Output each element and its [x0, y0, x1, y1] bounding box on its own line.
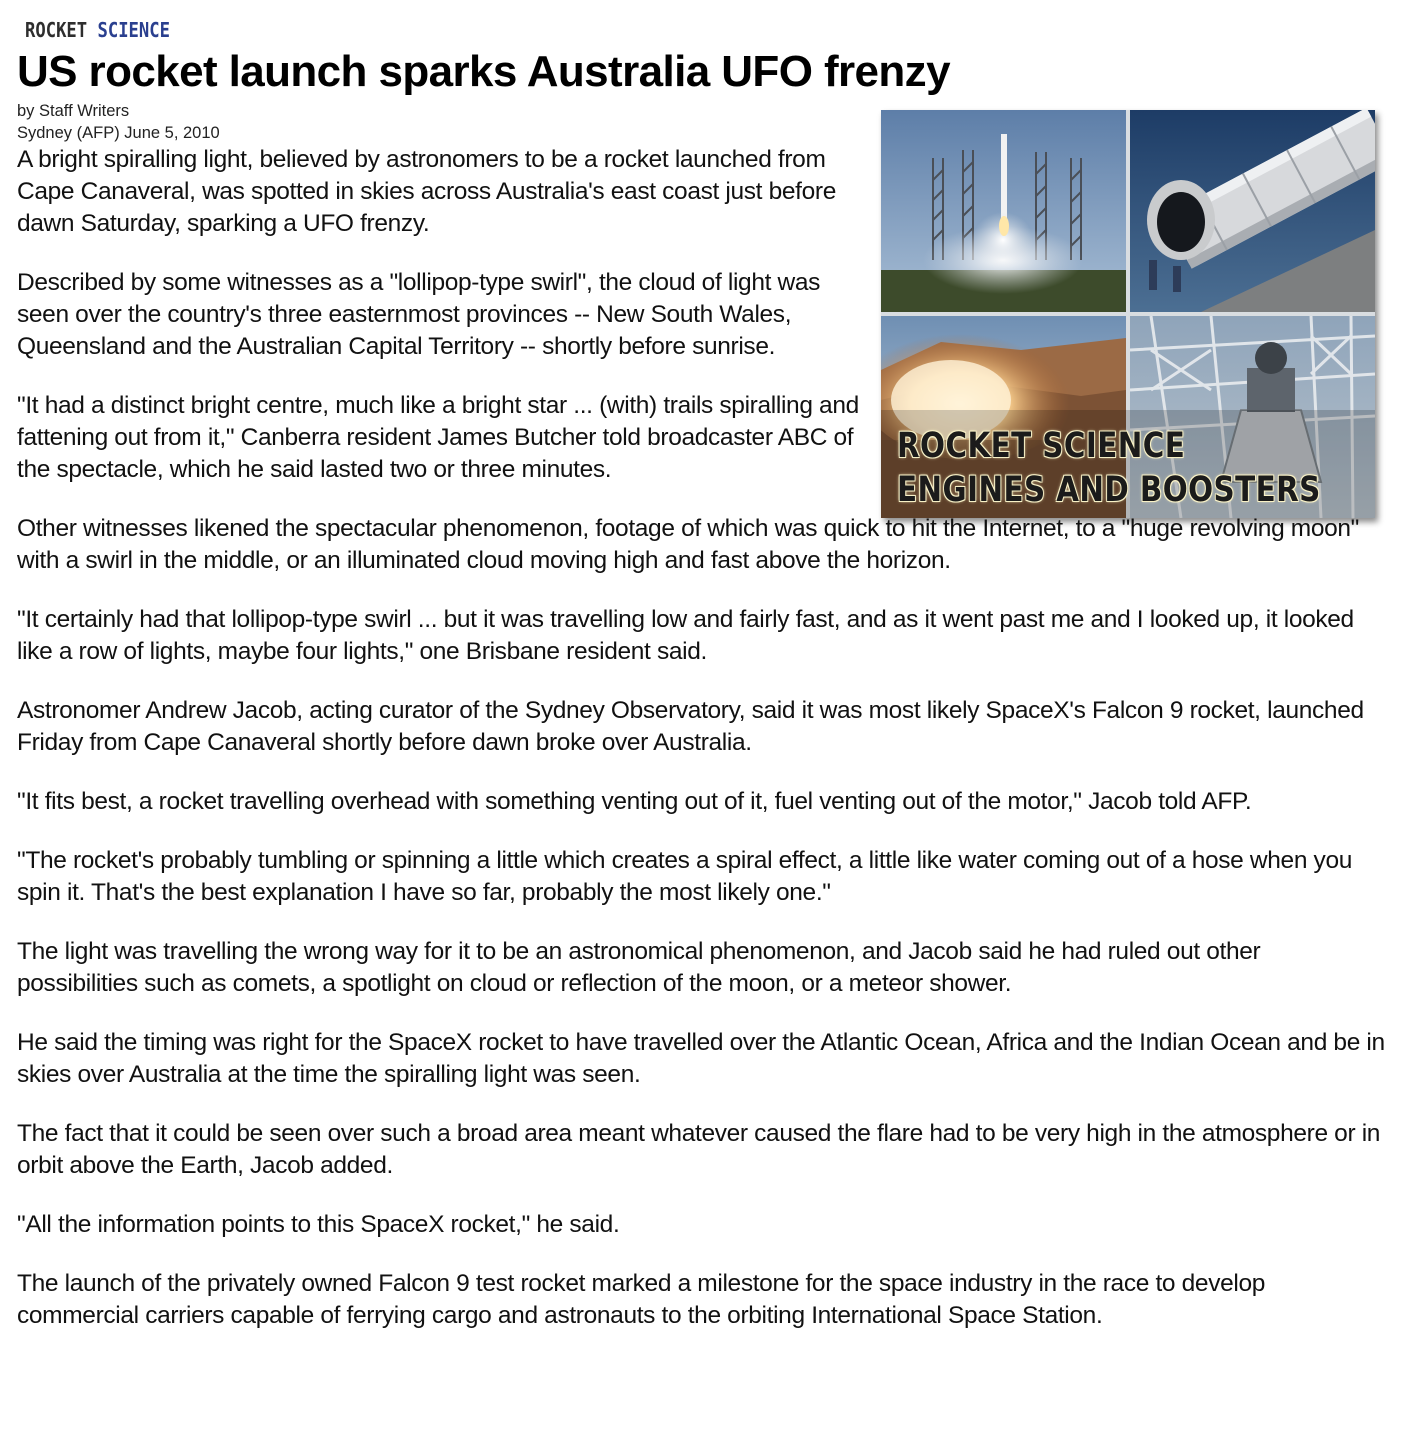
- article-paragraph: "It had a distinct bright centre, much like a bright star ... (with) trails spiralling and fattening out from it," Canberra resident James Butcher told broadcaster ABC of the spectacle, which he said lasted two or three minutes.: [17, 392, 859, 483]
- article-paragraph: The launch of the privately owned Falcon 9 test rocket marked a milestone for the space industry in the race to develop commercial carriers capable of ferrying cargo and astronauts to the orbiting International Space Station.: [17, 1270, 1266, 1329]
- image-caption-line1: ROCKET SCIENCE: [897, 426, 1186, 466]
- article-paragraph: The fact that it could be seen over such a broad area meant whatever caused the flare had to be very high in the atmosphere or in orbit above the Earth, Jacob added.: [17, 1120, 1381, 1179]
- article-paragraph: "It fits best, a rocket travelling overhead with something venting out of it, fuel venting out of the motor," Jacob told AFP.: [17, 788, 1252, 815]
- article-byline: by Staff Writers: [17, 102, 130, 120]
- article-paragraph: He said the timing was right for the SpaceX rocket to have travelled over the Atlantic Ocean, Africa and the Indian Ocean and be in skies over Australia at the time the spiralling light was seen.: [17, 1029, 1385, 1088]
- site-logo[interactable]: [25, 18, 170, 42]
- article-paragraph: "The rocket's probably tumbling or spinning a little which creates a spiral effect, a little like water coming out of a hose when you spin it. That's the best explanation I have so far, probably the most likely one.": [17, 847, 1352, 906]
- article-paragraph: "All the information points to this SpaceX rocket," he said.: [17, 1211, 620, 1238]
- site-logo-word-science: SCIENCE: [97, 18, 170, 42]
- article-byline-block: [17, 100, 220, 144]
- article-paragraph: A bright spiralling light, believed by astronomers to be a rocket launched from Cape Canaveral, was spotted in skies across Australia's east coast just before dawn Saturday, sparking a UFO frenzy.: [17, 146, 836, 237]
- image-caption-line2: ENGINES AND BOOSTERS: [897, 470, 1321, 510]
- article-dateline: Sydney (AFP) June 5, 2010: [17, 124, 220, 142]
- article-body: [17, 144, 1385, 1359]
- article-paragraph: Astronomer Andrew Jacob, acting curator of the Sydney Observatory, said it was most likely SpaceX's Falcon 9 rocket, launched Friday from Cape Canaveral shortly before dawn broke over Australia.: [17, 697, 1364, 756]
- site-logo-word-rocket: ROCKET: [25, 18, 88, 42]
- article-headline: US rocket launch sparks Australia UFO frenzy: [17, 47, 950, 96]
- article-paragraph: The light was travelling the wrong way for it to be an astronomical phenomenon, and Jacob said he had ruled out other possibilities such as comets, a spotlight on cloud or reflection of the moon, or a meteor shower.: [17, 938, 1261, 997]
- article-paragraph: "It certainly had that lollipop-type swirl ... but it was travelling low and fairly fast, and as it went past me and I looked up, it looked like a row of lights, maybe four lights," one Brisbane resident said.: [17, 606, 1354, 665]
- article-paragraph: Described by some witnesses as a "lollipop-type swirl", the cloud of light was seen over the country's three easternmost provinces -- New South Wales, Queensland and the Australian Capital Territory -- shortly before sunrise.: [17, 269, 821, 360]
- article-paragraph: Other witnesses likened the spectacular phenomenon, footage of which was quick to hit the Internet, to a "huge revolving moon" with a swirl in the middle, or an illuminated cloud moving high and fast above the horizon.: [17, 515, 1360, 574]
